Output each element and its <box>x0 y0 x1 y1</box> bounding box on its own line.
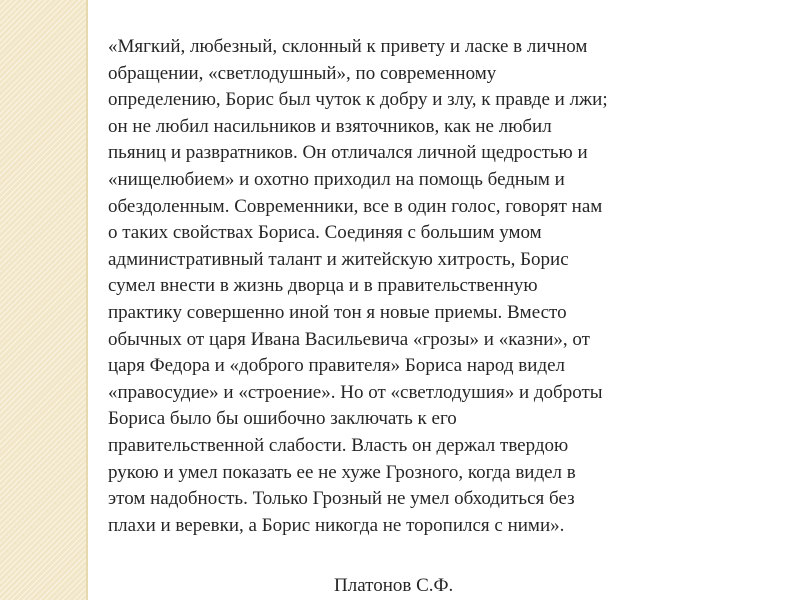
quote-line: царя Федора и «доброго правителя» Бориса народ видел <box>108 355 566 377</box>
quote-line: «правосудие» и «строение». Но от «светлодушия» и доброты <box>108 381 603 403</box>
quote-line: правительственной слабости. Власть он держал твердою <box>108 434 569 456</box>
quote-line: практику совершенно иной тон я новые приемы. Вместо <box>108 301 567 323</box>
quote-line: «нищелюбием» и охотно приходил на помощь бедным и <box>108 168 565 190</box>
quote-line: Бориса было бы ошибочно заключать к его <box>108 408 457 430</box>
quote-line: «Мягкий, любезный, склонный к привету и ласке в личном <box>108 36 588 57</box>
quote-line: сумел внести в жизнь дворца и в правительственную <box>108 275 538 297</box>
decorative-stripe-bar <box>0 0 88 600</box>
quote-text <box>108 34 748 539</box>
quote-line: обездоленным. Современники, все в один голос, говорят нам <box>108 195 603 217</box>
quote-line: о таких свойствах Бориса. Соединяя с большим умом <box>108 222 542 244</box>
quote-line: он не любил насильников и взяточников, как не любил <box>108 115 552 137</box>
quote-line: плахи и веревки, а Борис никогда не торопился с ними». <box>108 514 565 536</box>
quote-line: рукою и умел показать ее не хуже Грозного, когда видел в <box>108 461 576 483</box>
quote-line: пьяниц и развратников. Он отличался личной щедростью и <box>108 142 588 164</box>
quote-line: обращении, «светлодушный», по современному <box>108 62 497 84</box>
quote-line: обычных от царя Ивана Васильевича «грозы» и «казни», от <box>108 328 590 350</box>
quote-line: определению, Борис был чуток к добру и злу, к правде и лжи; <box>108 89 608 111</box>
quote-author: Платонов С.Ф. <box>334 575 454 596</box>
stripe-bar-edge <box>86 0 88 600</box>
quote-line: этом надобность. Только Грозный не умел обходиться без <box>108 488 575 510</box>
quote-line: административный талант и житейскую хитрость, Борис <box>108 248 569 270</box>
